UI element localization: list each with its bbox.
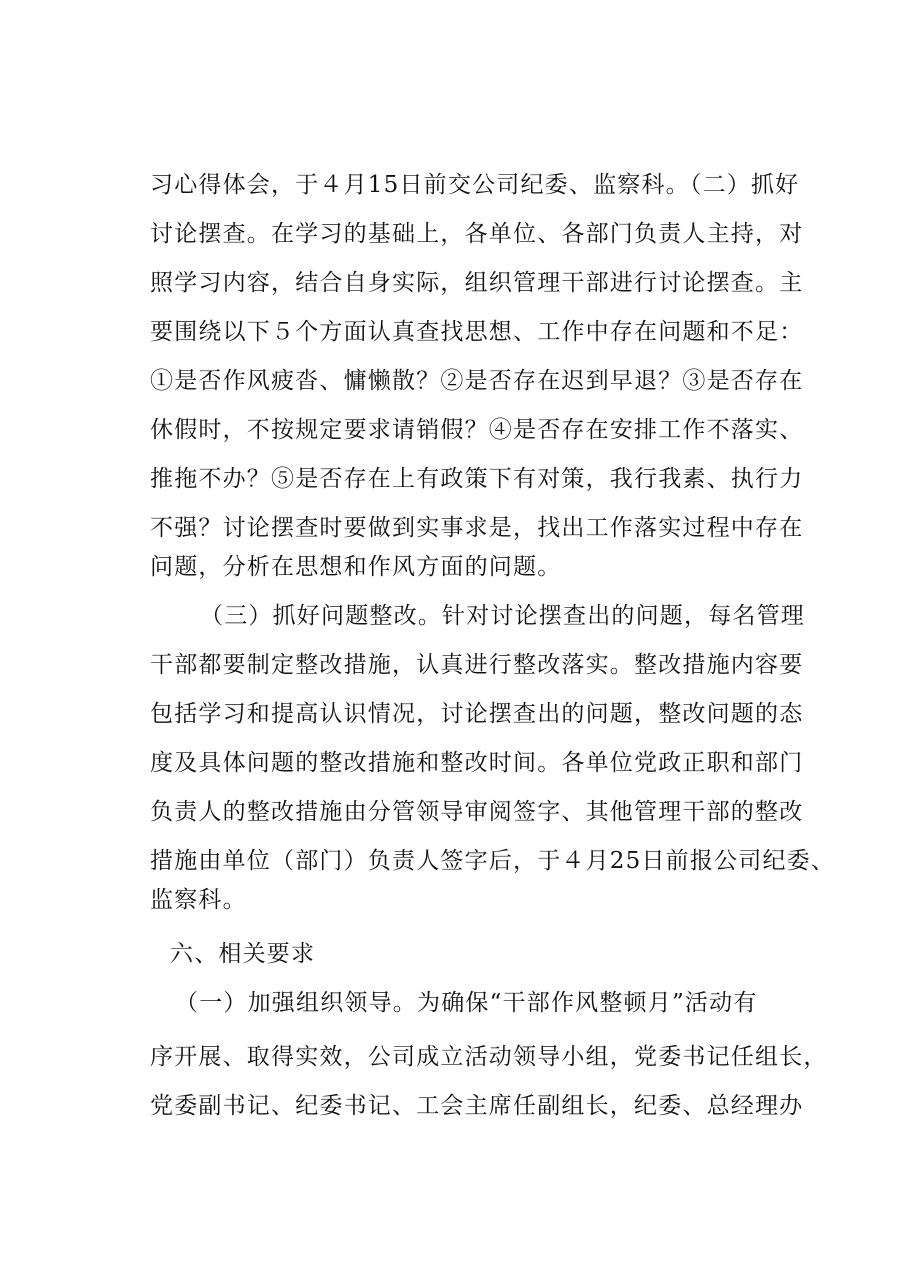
text-line-15: 措施由单位（部门）负责人签字后，于４月25日前报公司纪委、 [150, 848, 836, 874]
section-heading: 六、相关要求 [170, 941, 316, 967]
text-line-18: （一）加强组织领导。为确保“干部作风整顿月”活动有 [175, 990, 758, 1016]
text-line-13: 度及具体问题的整改措施和整改时间。各单位党政正职和部门 [150, 750, 804, 776]
text-line-16: 监察科。 [150, 887, 247, 913]
text-line-9: 问题，分析在思想和作风方面的问题。 [150, 554, 562, 580]
text-line-12: 包括学习和提高认识情况，讨论摆查出的问题，整改问题的态 [150, 701, 804, 727]
text-line-20: 党委副书记、纪委书记、工会主席任副组长，纪委、总经理办 [150, 1093, 804, 1119]
text-line-8: 不强？讨论摆查时要做到实事求是，找出工作落实过程中存在 [150, 515, 804, 541]
text-line-2: 讨论摆查。在学习的基础上，各单位、各部门负责人主持，对 [150, 221, 804, 247]
text-line-10: （三）抓好问题整改。针对讨论摆查出的问题，每名管理 [200, 603, 805, 629]
text-line-4: 要围绕以下５个方面认真查找思想、工作中存在问题和不足： [150, 319, 804, 345]
text-line-6: 休假时，不按规定要求请销假？④是否存在安排工作不落实、 [150, 417, 804, 443]
text-line-5: ①是否作风疲沓、慵懒散？②是否存在迟到早退？③是否存在 [150, 368, 804, 394]
text-line-3: 照学习内容，结合自身实际，组织管理干部进行讨论摆查。主 [150, 270, 804, 296]
text-line-19: 序开展、取得实效，公司成立活动领导小组，党委书记任组长， [150, 1044, 828, 1070]
text-line-11: 干部都要制定整改措施，认真进行整改落实。整改措施内容要 [150, 652, 804, 678]
text-line-1: 习心得体会，于４月15日前交公司纪委、监察科。（二）抓好 [150, 172, 800, 198]
text-line-14: 负责人的整改措施由分管领导审阅签字、其他管理干部的整改 [150, 799, 804, 825]
text-line-7: 推拖不办？⑤是否存在上有政策下有对策，我行我素、执行力 [150, 466, 804, 492]
